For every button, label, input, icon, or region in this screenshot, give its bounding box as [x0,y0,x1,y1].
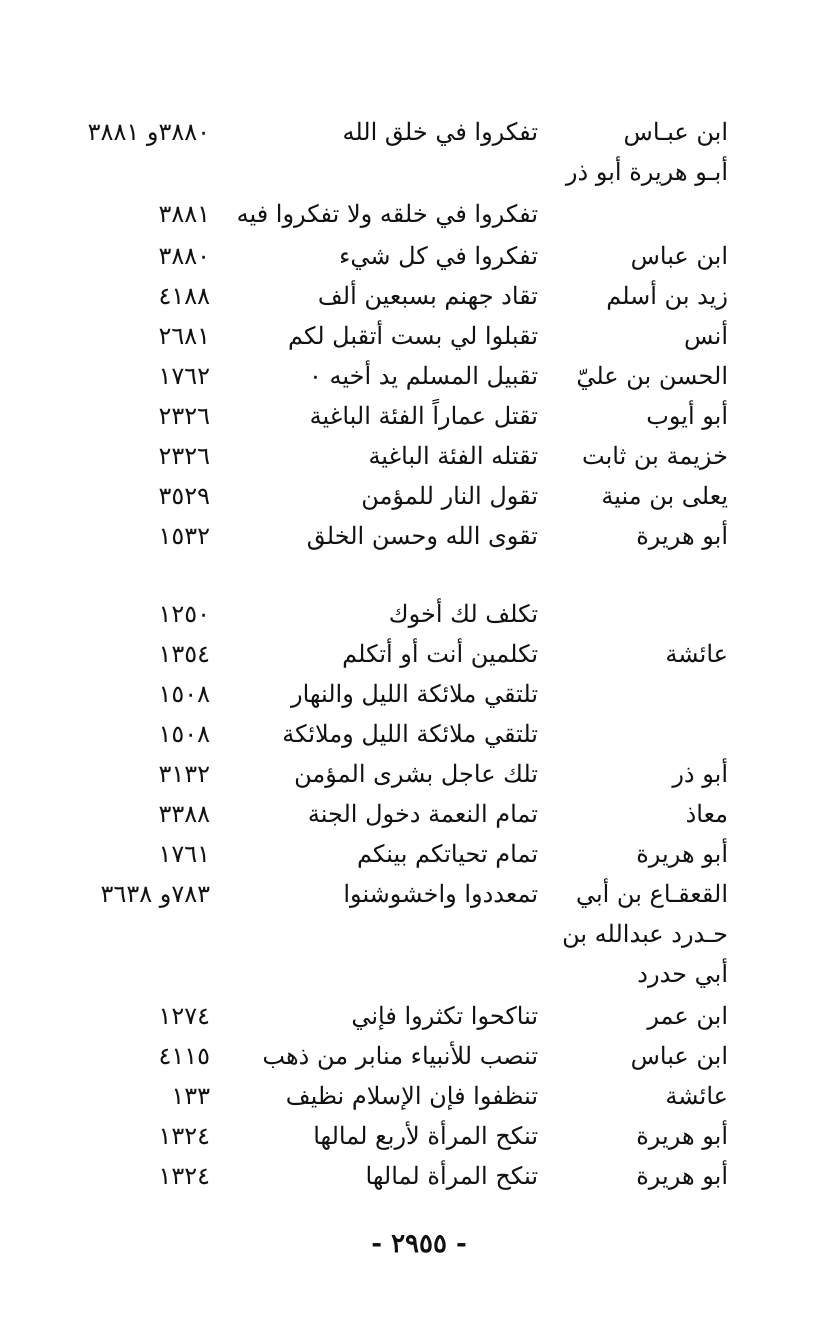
reference-number: ٧٨٣و ٣٦٣٨ [100,880,210,908]
hadith-text [268,954,538,994]
hadith-text: تقتله الفئة الباغية [368,442,538,470]
reference-number: ٣٨٨٠و ٣٨٨١ [87,118,210,146]
reference-number: ١٥٠٨ [158,720,210,748]
index-row [0,1156,838,1196]
reference-number: ١٣٢٤ [158,1122,210,1150]
narrator: حـدرد عبدالله بن [562,920,728,948]
reference-number: ١٢٥٠ [158,600,210,628]
narrator: أبي حدرد [637,960,728,988]
index-row [0,634,838,674]
index-row [0,914,838,954]
reference-number: ٣٥٢٩ [158,482,210,510]
narrator: أبو هريرة [636,1122,728,1150]
narrator: أبو هريرة [636,840,728,868]
index-row [0,476,838,516]
index-row [0,954,838,994]
hadith-text: تمعددوا واخشوشنوا [343,880,538,908]
index-row [0,714,838,754]
narrator: الحسن بن عليّ [576,362,728,390]
hadith-text: تقتل عماراً الفئة الباغية [309,402,538,430]
index-row [0,754,838,794]
reference-number: ١٢٧٤ [158,1002,210,1030]
narrator [538,674,728,714]
reference-number: ١٣٢٤ [158,1162,210,1190]
index-row [0,396,838,436]
narrator: خزيمة بن ثابت [582,442,728,470]
narrator: عائشة [665,640,728,668]
narrator: معاذ [685,800,728,828]
narrator: ابن عبـاس [623,118,728,146]
index-row [0,1116,838,1156]
narrator: أبـو هريرة أبو ذر [565,158,728,186]
reference-number: ٢٦٨١ [158,322,210,350]
index-row [0,594,838,634]
hadith-text: تناكحوا تكثروا فإني [351,1002,538,1030]
narrator [538,714,728,754]
narrator: يعلى بن منية [601,482,728,510]
narrator: القعقـاع بن أبي [575,880,728,908]
hadith-text: تلتقي ملائكة الليل والنهار [291,680,538,708]
hadith-text [268,152,538,192]
narrator: ابن عباس [630,242,728,270]
index-row [0,794,838,834]
hadith-text: تنصب للأنبياء منابر من ذهب [262,1042,538,1070]
hadith-text: تفكروا في خلقه ولا تفكروا فيه [236,200,538,228]
index-row [0,236,838,276]
reference-number: ٣١٣٢ [158,760,210,788]
reference-number: ١٣٥٤ [158,640,210,668]
hadith-text: تقول النار للمؤمن [361,482,538,510]
index-row [0,356,838,396]
reference-number: ١٧٦١ [158,840,210,868]
hadith-text: تقبلوا لي بست أتقبل لكم [287,322,538,350]
index-row [0,674,838,714]
index-row [0,1076,838,1116]
hadith-text: تكلمين أنت أو أتكلم [342,640,538,668]
reference-number [50,152,210,192]
reference-number: ١٥٣٢ [158,522,210,550]
narrator: أبو هريرة [636,1162,728,1190]
hadith-text: تمام النعمة دخول الجنة [307,800,538,828]
hadith-text: تقبيل المسلم يد أخيه ٠ [309,362,538,390]
narrator: ابن عمر [647,1002,728,1030]
narrator [538,194,728,234]
hadith-text: تكلف لك أخوك [388,600,538,628]
index-row [0,276,838,316]
narrator: أبو أيوب [646,402,728,430]
reference-number: ٣٨٨١ [158,200,210,228]
page-number: - ٢٩٥٥ - [371,1229,467,1259]
index-row [0,152,838,192]
narrator: أبو ذر [672,760,728,788]
hadith-text: تمام تحياتكم بينكم [356,840,538,868]
hadith-text: تقوى الله وحسن الخلق [306,522,538,550]
index-row [0,436,838,476]
narrator: أبو هريرة [636,522,728,550]
hadith-text: تنظفوا فإن الإسلام نظيف [285,1082,538,1110]
hadith-text [268,914,538,954]
hadith-text: تفكروا في كل شيء [339,242,538,270]
hadith-text: تفكروا في خلق الله [342,118,538,146]
reference-number: ٣٣٨٨ [158,800,210,828]
reference-number: ٤١٨٨ [158,282,210,310]
reference-number [50,954,210,994]
narrator: ابن عباس [630,1042,728,1070]
index-row [0,194,838,234]
reference-number: ٤١١٥ [158,1042,210,1070]
reference-number: ١٥٠٨ [158,680,210,708]
hadith-text: تلتقي ملائكة الليل وملائكة [282,720,538,748]
narrator: أنس [684,322,728,350]
index-row [0,112,838,152]
reference-number: ٢٣٢٦ [158,402,210,430]
hadith-text: تنكح المرأة لمالها [365,1162,538,1190]
hadith-text: تلك عاجل بشرى المؤمن [294,760,538,788]
index-row [0,316,838,356]
narrator: عائشة [665,1082,728,1110]
hadith-text: تقاد جهنم بسبعين ألف [317,282,538,310]
index-row [0,996,838,1036]
hadith-text: تنكح المرأة لأربع لمالها [313,1122,538,1150]
narrator [538,594,728,634]
narrator: زيد بن أسلم [606,282,728,310]
reference-number: ١٧٦٢ [158,362,210,390]
index-row [0,834,838,874]
index-row [0,874,838,914]
reference-number: ١٣٣ [171,1082,210,1110]
reference-number: ٢٣٢٦ [158,442,210,470]
index-row [0,516,838,556]
reference-number [50,914,210,954]
reference-number: ٣٨٨٠ [158,242,210,270]
index-row [0,1036,838,1076]
